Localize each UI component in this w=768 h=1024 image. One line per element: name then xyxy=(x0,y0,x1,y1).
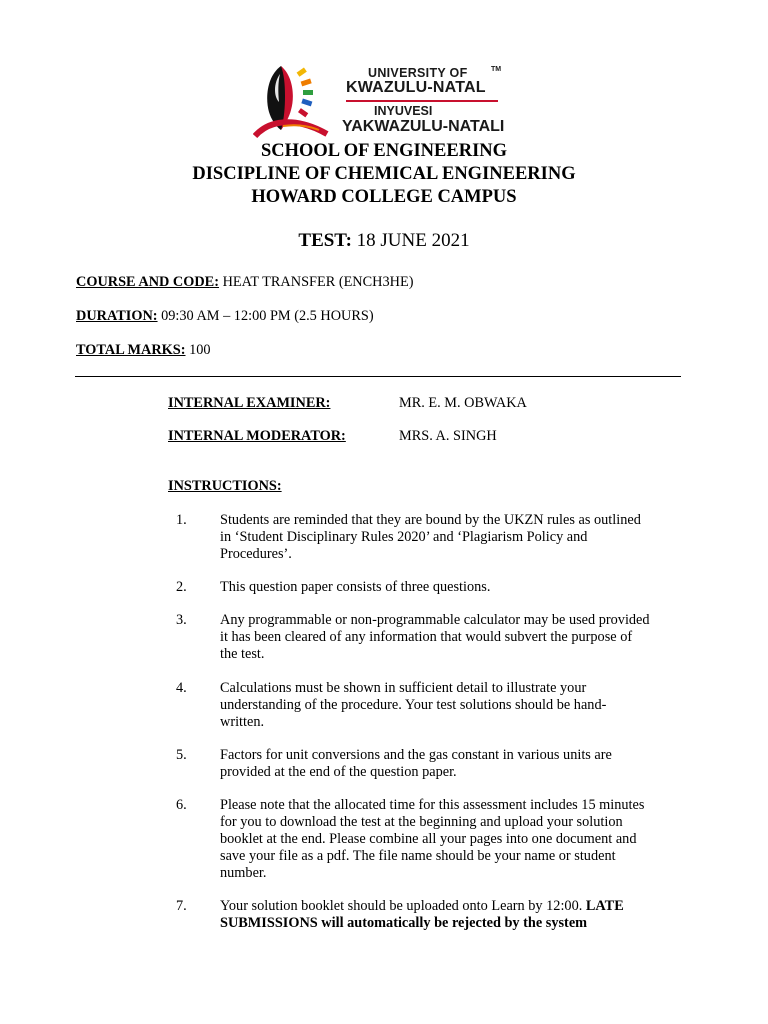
instruction-line: understanding of the procedure. Your test solutions should be hand- xyxy=(220,697,607,713)
test-label: TEST: xyxy=(298,230,352,251)
instruction-line xyxy=(220,915,680,932)
instruction-line: This question paper consists of three questions. xyxy=(220,579,491,595)
instruction-line: in ‘Student Disciplinary Rules 2020’ and ‘Plagiarism Policy and xyxy=(220,529,588,545)
course-field xyxy=(76,274,413,291)
course-value: HEAT TRANSFER (ENCH3HE) xyxy=(222,274,414,290)
instruction-number: 5. xyxy=(176,747,187,763)
instruction-number: 6. xyxy=(176,797,187,813)
instruction-line: Please note that the allocated time for this assessment includes 15 minutes xyxy=(220,797,645,813)
logo-divider xyxy=(346,100,498,102)
instruction-line xyxy=(220,898,680,915)
instruction-line: written. xyxy=(220,714,265,730)
section-divider xyxy=(75,376,681,377)
logo-line-kwazulu-natal: KWAZULU-NATAL xyxy=(346,79,486,96)
instruction-number: 3. xyxy=(176,612,187,628)
instructions-title: INSTRUCTIONS: xyxy=(168,478,282,494)
test-date: 18 JUNE 2021 xyxy=(356,230,470,251)
instruction-line: the test. xyxy=(220,646,265,662)
ukzn-logo xyxy=(253,60,513,142)
duration-label: DURATION: xyxy=(76,308,158,324)
logo-line-yakwazulu-natali: YAKWAZULU-NATALI xyxy=(342,118,505,135)
total-marks-field xyxy=(76,342,211,359)
discipline-heading: DISCIPLINE OF CHEMICAL ENGINEERING xyxy=(192,164,576,184)
instruction-line: Students are reminded that they are bound by the UKZN rules as outlined xyxy=(220,512,641,528)
instruction-line: for you to download the test at the beginning and upload your solution xyxy=(220,814,623,830)
instruction-text xyxy=(220,579,680,596)
instruction-number: 7. xyxy=(176,898,187,914)
instruction-line: Procedures’. xyxy=(220,546,292,562)
test-date-line xyxy=(0,230,768,252)
internal-examiner-label: INTERNAL EXAMINER: xyxy=(168,395,331,411)
internal-examiner-value: MR. E. M. OBWAKA xyxy=(399,395,527,411)
internal-moderator-label: INTERNAL MODERATOR: xyxy=(168,428,346,444)
instruction-text xyxy=(220,898,680,932)
instruction-line: Calculations must be shown in sufficient detail to illustrate your xyxy=(220,680,587,696)
instruction-line: Any programmable or non-programmable calculator may be used provided xyxy=(220,612,650,628)
instruction-text xyxy=(220,512,680,563)
instruction-line: number. xyxy=(220,865,267,881)
instruction-text xyxy=(220,747,680,781)
instruction-number: 4. xyxy=(176,680,187,696)
instruction-line: booklet at the end. Please combine all your pages into one document and xyxy=(220,831,637,847)
instruction-line: Factors for unit conversions and the gas constant in various units are xyxy=(220,747,612,763)
instruction-line: provided at the end of the question paper. xyxy=(220,764,457,780)
instruction-number: 2. xyxy=(176,579,187,595)
instruction-text xyxy=(220,797,680,882)
late-submissions-warning-cont: SUBMISSIONS will automatically be rejected by the system xyxy=(220,915,588,931)
duration-field xyxy=(76,308,374,325)
total-marks-value: 100 xyxy=(189,342,211,358)
internal-moderator-value: MRS. A. SINGH xyxy=(399,428,497,444)
logo-line-inyuvesi: INYUVESI xyxy=(374,104,433,118)
instruction-text xyxy=(220,680,680,731)
instruction-line: save your file as a pdf. The file name should be your name or student xyxy=(220,848,616,864)
total-marks-label: TOTAL MARKS: xyxy=(76,342,186,358)
instruction-text-plain: Your solution booklet should be uploaded onto Learn by 12:00. xyxy=(220,898,583,914)
campus-heading: HOWARD COLLEGE CAMPUS xyxy=(251,187,517,207)
course-label: COURSE AND CODE: xyxy=(76,274,219,290)
logo-trademark: TM xyxy=(491,66,502,73)
instruction-text xyxy=(220,612,680,663)
logo-line-university-of: UNIVERSITY OF xyxy=(368,66,468,80)
duration-value: 09:30 AM – 12:00 PM (2.5 HOURS) xyxy=(161,308,374,324)
instruction-line: it has been cleared of any information that would subvert the purpose of xyxy=(220,629,633,645)
instruction-number: 1. xyxy=(176,512,187,528)
late-submissions-warning: LATE xyxy=(585,898,624,914)
ukzn-emblem-icon xyxy=(253,60,345,142)
school-heading: SCHOOL OF ENGINEERING xyxy=(260,141,508,161)
